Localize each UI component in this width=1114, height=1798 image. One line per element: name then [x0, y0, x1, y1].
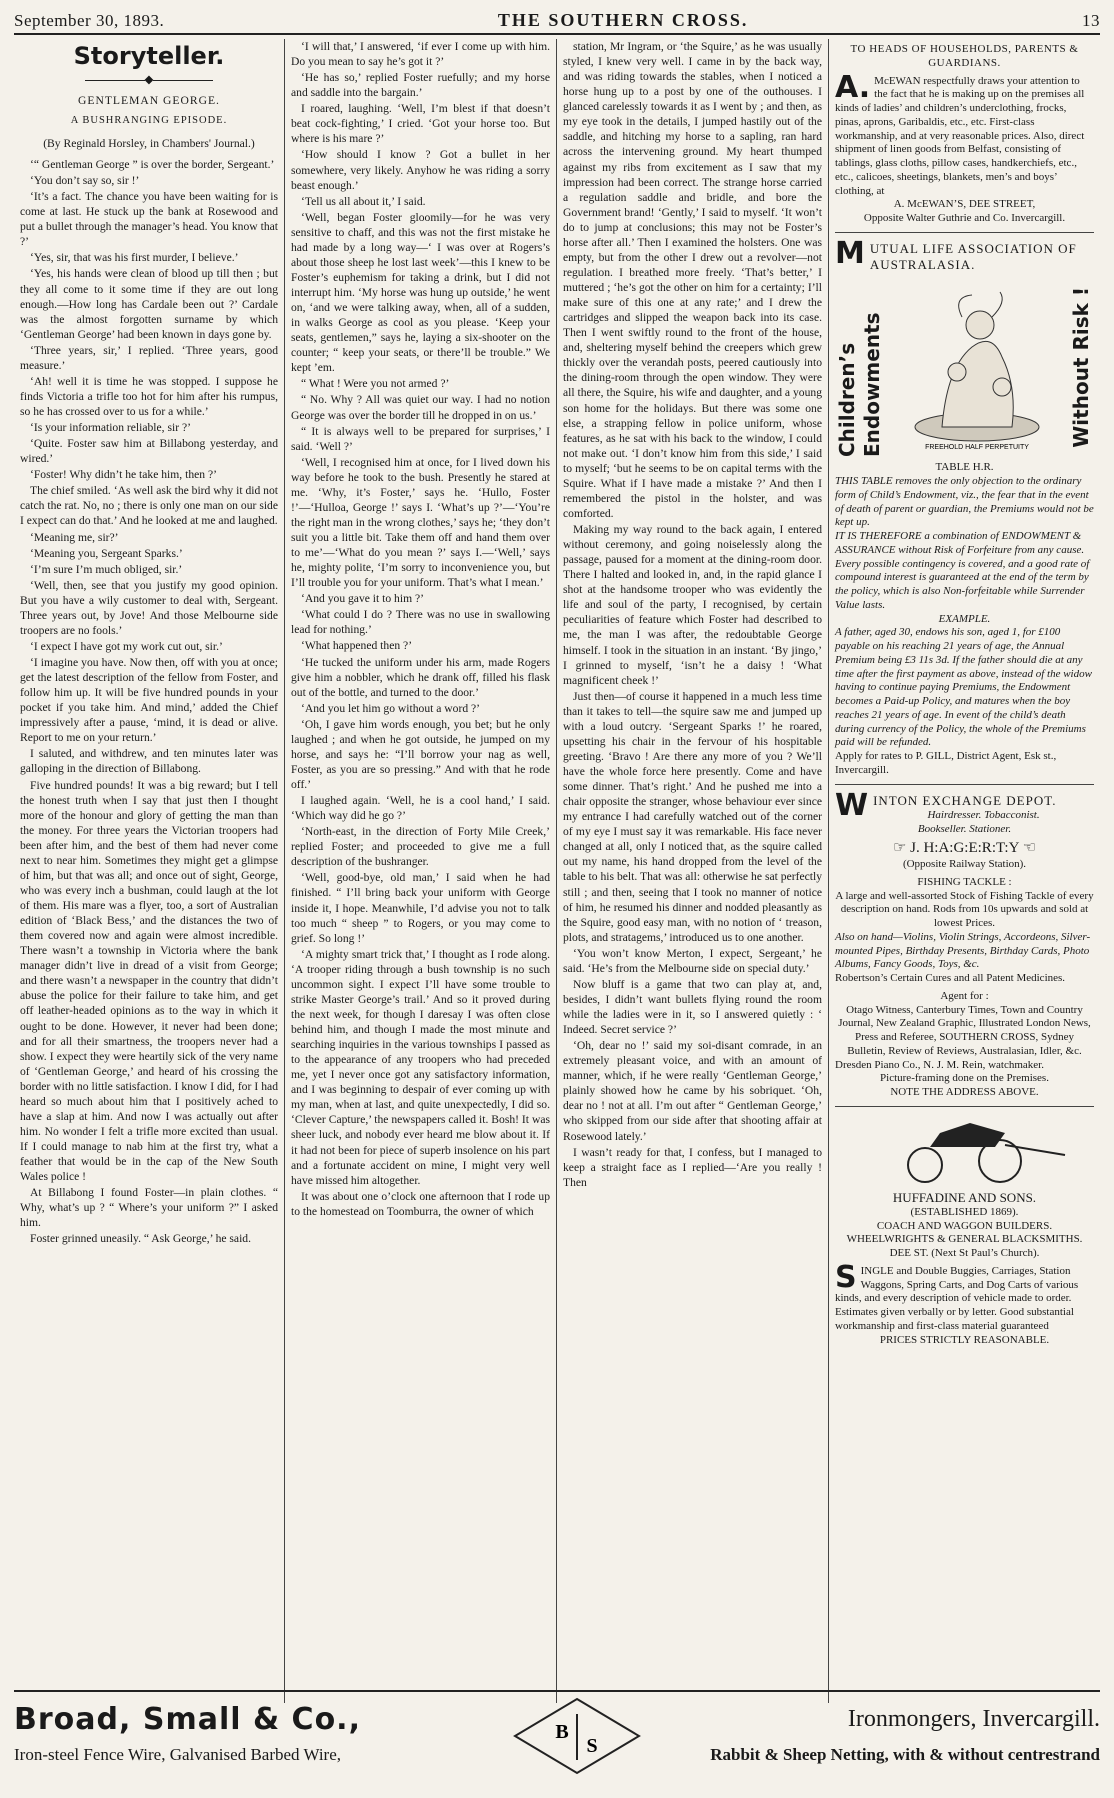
column-2-paragraphs: [291, 39, 550, 1219]
story-paragraph: I laughed again. ‘Well, he is a cool hand,’ I said. ‘Which way did he go ?’: [291, 794, 550, 823]
huffadine-body: INGLE and Double Buggies, Carriages, Station Waggons, Spring Carts, and Dog Carts of various kinds, and every description of vehicle made to order. Estimates given verbally or by letter. Good substantial workmanship and first-class material guaranteed: [835, 1264, 1079, 1332]
rabbit-netting-line: Rabbit & Sheep Netting, with & without centrestrand: [710, 1745, 1100, 1764]
story-paragraph: ‘Well, then, see that you justify my good opinion. But you have a wily customer to deal with, Sergeant. Three years out, by Jove! And those Melbourne side troopers are no fools.’: [20, 578, 278, 637]
story-paragraph: ‘I’m sure I’m much obliged, sir.’: [30, 562, 183, 576]
story-paragraph: I wasn’t ready for that, I confess, but I managed to keep a straight face as I replied—‘Are you really ! Then: [563, 1145, 822, 1189]
note-address: NOTE THE ADDRESS ABOVE.: [890, 1086, 1039, 1098]
mcewan-body: McEWAN respectfully draws your attention to the fact that he is making up on the premises all kinds of ladies’ and children’s underclothing, frocks, pinas, aprons, Garibaldis, etc., etc. First-class workmanship, and at very reasonable prices. Also, direct shipment of linen goods from Belfast, consisting of tablings, glass cloths, pillow cases, handkerchiefs, etc., etc., calicoes, sheetings, blankets, men’s and boys’ clothing, at: [835, 74, 1085, 197]
fence-wire-line: Iron-steel Fence Wire, Galvanised Barbed Wire,: [14, 1745, 342, 1764]
mcewan-address: A. McEWAN’S, DEE STREET,: [893, 198, 1036, 211]
paper-title: THE SOUTHERN CROSS.: [497, 10, 749, 30]
bs-diamond-logo: [512, 1696, 642, 1776]
story-paragraph: ‘Meaning you, Sergeant Sparks.’: [30, 546, 183, 560]
story-paragraph: ‘Yes, his hands were clean of blood up till then ; but they all come to it some time if they are out long enough.—How long has Cardale been out ?’ Cardale was the almost forgotten surname by which ‘Gentleman George’ had been known in days gone by.: [20, 267, 278, 341]
winton-heading: INTON EXCHANGE DEPOT.: [873, 792, 1057, 808]
story-paragraph: It was about one o’clock one afternoon that I rode up to the homestead on Toomburra, the owner of which: [291, 1189, 550, 1218]
section-title: Storyteller.: [73, 42, 225, 70]
story-paragraph: ‘I will that,’ I answered, ‘if ever I come up with him. Do you mean to say he’s got it ?’: [291, 40, 550, 69]
hagerty-opposite: (Opposite Railway Station).: [902, 858, 1027, 870]
story-paragraph: “ It is always well to be prepared for surprises,’ I said. ‘Well ?’: [291, 424, 550, 453]
story-paragraph: ‘Well, began Foster gloomily—for he was very sensitive to chaff, and this was not the first mistake he had made by a long way—‘ I was over at Rogers’s about those sheep he lost last week’—this I knew to be Foster’s euphemism for taking a drink, but I did not interrupt him. ‘My horse was hung up outside,’ he went on, ‘and we were talking away, when, all of a sudden, in walks George as cool as you please. ‘Keep your seats, gentlemen,” says he, laying a six-shooter on the counter; “ keep your seats, or there’ll be trouble.” We kept ’em.: [291, 210, 550, 375]
story-paragraph: ‘What happened then ?’: [301, 639, 413, 653]
broad-small-brand: Broad, Small & Co.,: [14, 1702, 361, 1737]
story-paragraph: The chief smiled. ‘As well ask the bird why it did not catch the rat. No, no ; there is only one man on our side I expect can do that.’ And he looked at me and laughed.: [20, 484, 278, 528]
story-paragraph: ‘Foster! Why didn’t he take him, then ?’: [30, 468, 217, 482]
huffadine-ad: [835, 1111, 1094, 1354]
huffadine-initial: S: [835, 1259, 857, 1295]
apply-text: Apply for rates to P. GILL, District Agent, Esk st., Invercargill.: [835, 750, 1057, 776]
example-text: A father, aged 30, endows his son, aged 1, for £100 payable on his reaching 21 years of age, the Annual Premium being £3 11s 3d. If the father should die at any time after the first payment as above, instead of the widow having to continue paying Premiums, the Endowment becomes a Paid-up Policy, and matures when the boy reaches 21 years of age. In event of the child’s death during currency of the Policy, the whole of the Premiums paid will be refunded.: [835, 626, 1092, 749]
story-paragraph: Now bluff is a game that two can play at, and, besides, I didn’t want bullets flying round the room while the ladies were in it, so I answered quietly : ‘ Indeed. Secret service ?’: [563, 977, 822, 1037]
engraving-banner: FREEHOLD HALF PERPETUITY: [925, 444, 1029, 452]
winton-exchange-ad: [835, 789, 1094, 1107]
story-paragraph: ‘Oh, I gave him words enough, you bet; but he only laughed ; and when he got outside, he jumped on my horse, and says he: “I’ll borrow your nag as well, Foster, as you are so pressing.” And with that he rode off.’: [291, 717, 550, 791]
logo-letter-s: S: [586, 1735, 598, 1757]
story-paragraph: station, Mr Ingram, or ‘the Squire,’ as he was usually styled, I knew very well. I came in by the back way, and was riding towards the stables, when I noticed a horse hung up to a post by one of the outhouses. I glanced carelessly towards it as I went by ; and then, as my eye took in the details, I jumped hastily out of the saddle, and hitching my horse to a sapling, ran hard across the intervening ground. My heart thumped against my ribs from excitement as I saw that my impression had been correct. The strange horse carried a regulation saddle and bridle, and bore the Government brand! ‘Gently,’ I said to myself. ‘It won’t do to jump at conclusions; this may not be Foster’s horse after all.’ Then I examined the holsters. One was empty, but from the other I drew out a revolver—not regulation. I breathed more freely. ‘That’s better,’ I muttered ; ‘he’s got the other on him for a certainty; I’ll make sure of this one at any rate;’ and I drew the cartridges and slipped the weapon back into its case. Then I went swiftly round to the front of the house, and, sheltering myself behind the creepers which grew thickly over the verandah posts, peered cautiously into the dining-room through the open window. They were all there, the Squire, his wife and daughter, and a young son home for the holidays. But there was some one else, a strapping fellow in police uniform, whose features, as he sat with his back to the window, I could not make out. ‘I don’t know him from this side,’ I said to myself; ‘but he seems to be on capital terms with the Squire. What if I have made a mistake ?’ And then I remembered the pistol in the holster, and was comforted.: [563, 40, 822, 520]
story-column-1: [14, 39, 284, 1703]
mutual-heading: UTUAL LIFE ASSOCIATION OF AUSTRALASIA.: [869, 240, 1077, 272]
huffadine-established: (ESTABLISHED 1869).: [910, 1205, 1019, 1218]
story-paragraph: ‘“ Gentleman George ” is over the border, Sergeant.’: [30, 158, 275, 172]
huffadine-name: HUFFADINE AND SONS.: [892, 1189, 1037, 1205]
columns: [14, 39, 1100, 1703]
mcewan-location: Opposite Walter Guthrie and Co. Invercargill.: [863, 212, 1066, 224]
also-on-hand: Also on hand—Violins, Violin Strings, Accordeons, Silver-mounted Pipes, Birthday Presents, Birthday Cards, Photo Albums, Fancy Goods, Toys, &c.: [835, 930, 1091, 971]
mutual-paragraph-2: IT IS THEREFORE a combination of ENDOWMENT & ASSURANCE without Risk of Forfeiture from any cause. Every possible contingency is covered, and a good rate of compound interest is guaranteed at the end of the term by the policy, which is also Non-forfeitable while Surrender Value lasts.: [835, 530, 1090, 611]
story-paragraph: Just then—of course it happened in a much less time than it takes to tell—the squire saw me and jumped up with a loud outcry. ‘Sergeant Sparks !’ he roared, upsetting his chair in the fervour of his hospitable greeting. ‘Bravo ! Are there any more of you ? We’ll have the whole force here presently. Come and have some dinner. That’s right.’ And he pushed me into a chair opposite the stranger, whose behaviour ever since my entrance I had carefully watched out of the corner of my eye I must say it was remarkable. His face never changed at all, only I noticed that, as the squire called out my name, his hand dropped from the level of the table to his belt. That was all: otherwise he sat perfectly still ; and then, seeing that I took no manner of notice of him, he resumed his dinner and nodded pleasantly as the Squire, good easy man, with no notion of ‘ treason, plots, and stratagems,’ introduced us to one another.: [563, 689, 822, 944]
story-paragraph: I roared, laughing. ‘Well, I’m blest if that doesn’t beat cock-fighting,’ I cried. ‘Got your horse too. But where is his mare ?’: [291, 102, 550, 146]
story-paragraph: At Billabong I found Foster—in plain clothes. “ Why, what’s up ? “ Where’s your uniform ?” I asked him.: [20, 1186, 278, 1230]
pointing-hand-left-icon: ☜: [1022, 840, 1037, 857]
issue-date: September 30, 1893.: [14, 11, 165, 30]
ironmongers-label: Ironmongers, Invercargill.: [847, 1706, 1100, 1732]
story-paragraph: ‘It’s a fact. The chance you have been waiting for is come at last. He stuck up the bank at Rosewood and put a bullet through the manager’s head. You know that ?’: [20, 190, 278, 249]
story-paragraph: ‘Well, I recognised him at once, for I lived down his way before he took to the bush. Presently he stared at me. ‘Why, it’s Foster,’ says he. ‘Hullo, Foster !’—‘Hulloa, George !’ says I. ‘What’s up ?’—‘You’re the right man in the wrong clothes,’ says he; ‘they don’t suit you a little bit. Take them off and hand them over to me’—‘What do you mean ?’ says I.—‘Well,’ says he, mighty polite, ‘I’m sorry to inconvenience you, but I’ll trouble you for your uniform. That’s what I mean.’: [291, 455, 550, 590]
fishing-heading: FISHING TACKLE :: [917, 875, 1012, 888]
story-paragraph: ‘Quite. Foster saw him at Billabong yesterday, and wired.’: [20, 437, 278, 466]
story-paragraph: ‘He tucked the uniform under his arm, made Rogers give him a nobbler, which he drank off, filled his flask out of the bottle, and turned to the door.’: [291, 655, 550, 699]
mutual-life-ad: [835, 237, 1094, 785]
story-paragraph: I saluted, and withdrew, and ten minutes later was galloping in the direction of Billabong.: [20, 747, 278, 776]
masthead: [14, 10, 1100, 35]
table-label: TABLE H.R.: [935, 461, 994, 474]
story-paragraph: ‘Oh, dear no !’ said my soi-disant comrade, in an extremely pleasant voice, and with an amount of manner, which, if he were really ‘Gentleman George,’ plainly showed how he came by his sobriquet. ‘Oh, dear no ! not at all. I’m out after “ Gentleman George,’ who skipped from our side after that shooting affair at Rosewood lately.’: [563, 1039, 822, 1143]
page-number: 13: [1081, 11, 1100, 30]
story-column-3: [556, 39, 828, 1703]
story-paragraph: ‘What could I do ? There was no use in swallowing lead for nothing.’: [291, 608, 550, 637]
mcewan-initial: A.: [835, 69, 871, 105]
mutual-paragraph-1: THIS TABLE removes the only objection to the ordinary form of Child’s Endowment, viz., the fear that in the event of death of parent or guardian, the Premiums would not be kept up.: [835, 475, 1094, 529]
story-paragraph: “ No. Why ? All was quiet our way. I had no notion George was over the border till he dropped in on us.’: [291, 393, 550, 422]
story-paragraph: ‘You won’t know Merton, I expect, Sergeant,’ he said. ‘He’s from the Melbourne side on special duty.’: [563, 946, 822, 975]
story-paragraph: ‘Three years, sir,’ I replied. ‘Three years, good measure.’: [20, 343, 278, 372]
column-1-paragraphs: [20, 157, 278, 1246]
mcewan-ad: [835, 39, 1094, 233]
story-paragraph: Foster grinned uneasily. “ Ask George,’ he said.: [30, 1232, 251, 1246]
story-paragraph: “ What ! Were you not armed ?’: [301, 377, 450, 391]
agent-heading: Agent for :: [940, 989, 989, 1002]
mother-and-child-engraving: [902, 277, 1052, 457]
hagerty-name: J. H:A:G:E:R:T:Y: [910, 840, 1019, 857]
buggy-engraving: [835, 1115, 1095, 1185]
winton-trades-2: Bookseller. Stationer.: [917, 822, 1012, 835]
story-column-2: [284, 39, 556, 1703]
story-paragraph: ‘How should I know ? Got a bullet in her somewhere, very likely. Anyhow he was riding a sorry beast enough.’: [291, 148, 550, 192]
pointing-hand-icon: ☞: [892, 840, 907, 857]
prices-reasonable: PRICES STRICTLY REASONABLE.: [879, 1333, 1050, 1346]
fishing-text: A large and well-assorted Stock of Fishing Tackle of every description on hand. Rods from 10s upwards and sold at lowest Prices.: [835, 889, 1094, 929]
story-paragraph: ‘Yes, sir, that was his first murder, I believe.’: [30, 251, 239, 265]
winton-trades-1: Hairdresser. Tobacconist.: [927, 808, 1040, 821]
certain-cures: Robertson’s Certain Cures and all Patent Medicines.: [835, 972, 1066, 984]
mcewan-heading: TO HEADS OF HOUSEHOLDS, PARENTS & GUARDIANS.: [850, 43, 1079, 69]
story-paragraph: Five hundred pounds! It was a big reward; but I tell the honest truth when I say that just then I thought more of the honour and glory of getting the man than the money. For three years the Victorian troopers had been after him, and the best of them had never come next to near him. Sometimes they might get a glimpse of him, but that was all; and once out of sight, George, who was every inch a bushman, could laugh at the lot of them. His mare was a flyer, too, a sort of Australian edition of ‘Black Bess,’ and the distances the two of them covered now and again were almost incredible. There wasn’t a township in Victoria where the bank manager didn’t live in dread of a visit from George; and there wasn’t a newspaper in the country that didn’t abuse the police for their failure to take him, and get off leather-headed opinions as to the way in which it ought to be done. However, it never had been done; and for all their smartness, the troopers never had a show. I expect they were heartily sick of the very name of ‘Gentleman George,’ and heard of his crossing the border with no little satisfaction. I know I did, for I had heard so much about him that I positively ached to have a slap at him. And now I was actually out after him. No wonder I felt a trifle more excited than usual. If I could manage to nab him at the first try, what a feather that would be in the cap of the New South Wales police !: [20, 778, 278, 1184]
mutual-graphic: [835, 277, 1094, 457]
story-paragraph: ‘Is your information reliable, sir ?’: [30, 421, 191, 435]
without-risk-label: Without Risk !: [1069, 286, 1093, 448]
footer-advertisement: [14, 1690, 1100, 1784]
story-paragraph: ‘He has so,’ replied Foster ruefully; and my horse and saddle into the bargain.’: [291, 71, 550, 100]
story-paragraph: ‘A mighty smart trick that,’ I thought as I rode along. ‘A trooper riding through a bush township is no such uncommon sight. I expect I’ll have some trouble to strike Master George’s trail.’ And so it proved during the next week, for though I daresay I was often close behind him, and though I made the most minute and searching inquiries in the various townships I passed as to the appearance of any troopers who had preceded me, yet I never once got any satisfactory information, and I was beginning to despair of ever coming up with my man, when at last, and quite unexpectedly, I did so. ‘Clever Capture,’ the newspapers called it. Bosh! It was sheer luck, and nobody ever heard me blow about it. If it had not been for piece of superb insolence on his part and a fortunate accident on mine, I might very well have missed him altogether.: [291, 947, 550, 1187]
story-subtitle: A BUSHRANGING EPISODE.: [70, 115, 228, 127]
story-paragraph: Making my way round to the back again, I entered without ceremony, and going noiselessly along the passage, paused for a moment at the dining-room door. There I halted and looked in, and, in the rapid glance I shot at the handsome trooper who was evidently the life and soul of the party, I recognised, by certain peculiarities of feature which Foster had described to me, the man I was after, the redoubtable George himself. I took in the situation in an instant. ‘By jingo,’ I grinned to myself, ‘isn’t he a daisy ! ‘What magnificent cheek !’: [563, 523, 822, 687]
example-heading: EXAMPLE.: [938, 612, 991, 625]
huffadine-trades: COACH AND WAGGON BUILDERS. WHEELWRIGHTS & GENERAL BLACKSMITHS.: [846, 1219, 1083, 1246]
logo-letter-b: B: [555, 1721, 569, 1743]
column-3-paragraphs: [563, 39, 822, 1190]
advertisement-column: [828, 39, 1100, 1703]
story-paragraph: ‘Meaning me, sir?’: [30, 530, 119, 544]
story-paragraph: ‘And you let him go without a word ?’: [301, 701, 481, 715]
story-title: GENTLEMAN GEORGE.: [78, 94, 220, 108]
huffadine-address: DEE ST. (Next St Paul’s Church).: [889, 1247, 1040, 1259]
story-paragraph: ‘I expect I have got my work cut out, sir.’: [30, 639, 223, 653]
childrens-endowments-label: Children’s Endowments: [835, 312, 884, 458]
mutual-initial: M: [835, 235, 866, 271]
story-paragraph: ‘And you gave it to him ?’: [301, 592, 424, 606]
agent-list: Otago Witness, Canterbury Times, Town and Country Journal, New Zealand Graphic, Illustrated London News, Press and Referee, SOUTHERN CROSS, Sydney Bulletin, Review of Reviews, Australasian, Idler, &c.: [838, 1003, 1091, 1057]
story-paragraph: ‘North-east, in the direction of Forty Mile Creek,’ replied Foster; and proceeded to give me a full description of the bushranger.: [291, 825, 550, 869]
story-paragraph: ‘I imagine you have. Now then, off with you at once; get the latest description of the fellow from Foster, and follow him up. It will be five hundred pounds in your pocket if you take him. And mind,’ added the Chief impressively after a pause, ‘mind, it is dead or alive. Report to me on your return.’: [20, 656, 278, 745]
story-byline: (By Reginald Horsley, in Chambers' Journal.): [43, 136, 255, 150]
dresden-piano: Dresden Piano Co., N. J. M. Rein, watchmaker.: [835, 1058, 1044, 1071]
story-paragraph: ‘Well, good-bye, old man,’ I said when he had finished. “ I’ll bring back your uniform with George inside it, I hope. Meanwhile, I’d advise you not to talk too much “ sheep ” to Rogers, or you may come to grief. So long !’: [291, 871, 550, 945]
story-paragraph: ‘Ah! well it is time he was stopped. I suppose he finds Victoria a trifle too hot for him after his rumpus, so he has crossed over to us for a while.’: [20, 374, 278, 419]
picture-framing: Picture-framing done on the Premises.: [880, 1072, 1049, 1085]
story-paragraph: ‘Tell us all about it,’ I said.: [301, 194, 426, 208]
story-paragraph: ‘You don’t say so, sir !’: [30, 174, 140, 188]
title-rule: ◆: [20, 72, 278, 87]
winton-initial: W: [835, 787, 870, 823]
